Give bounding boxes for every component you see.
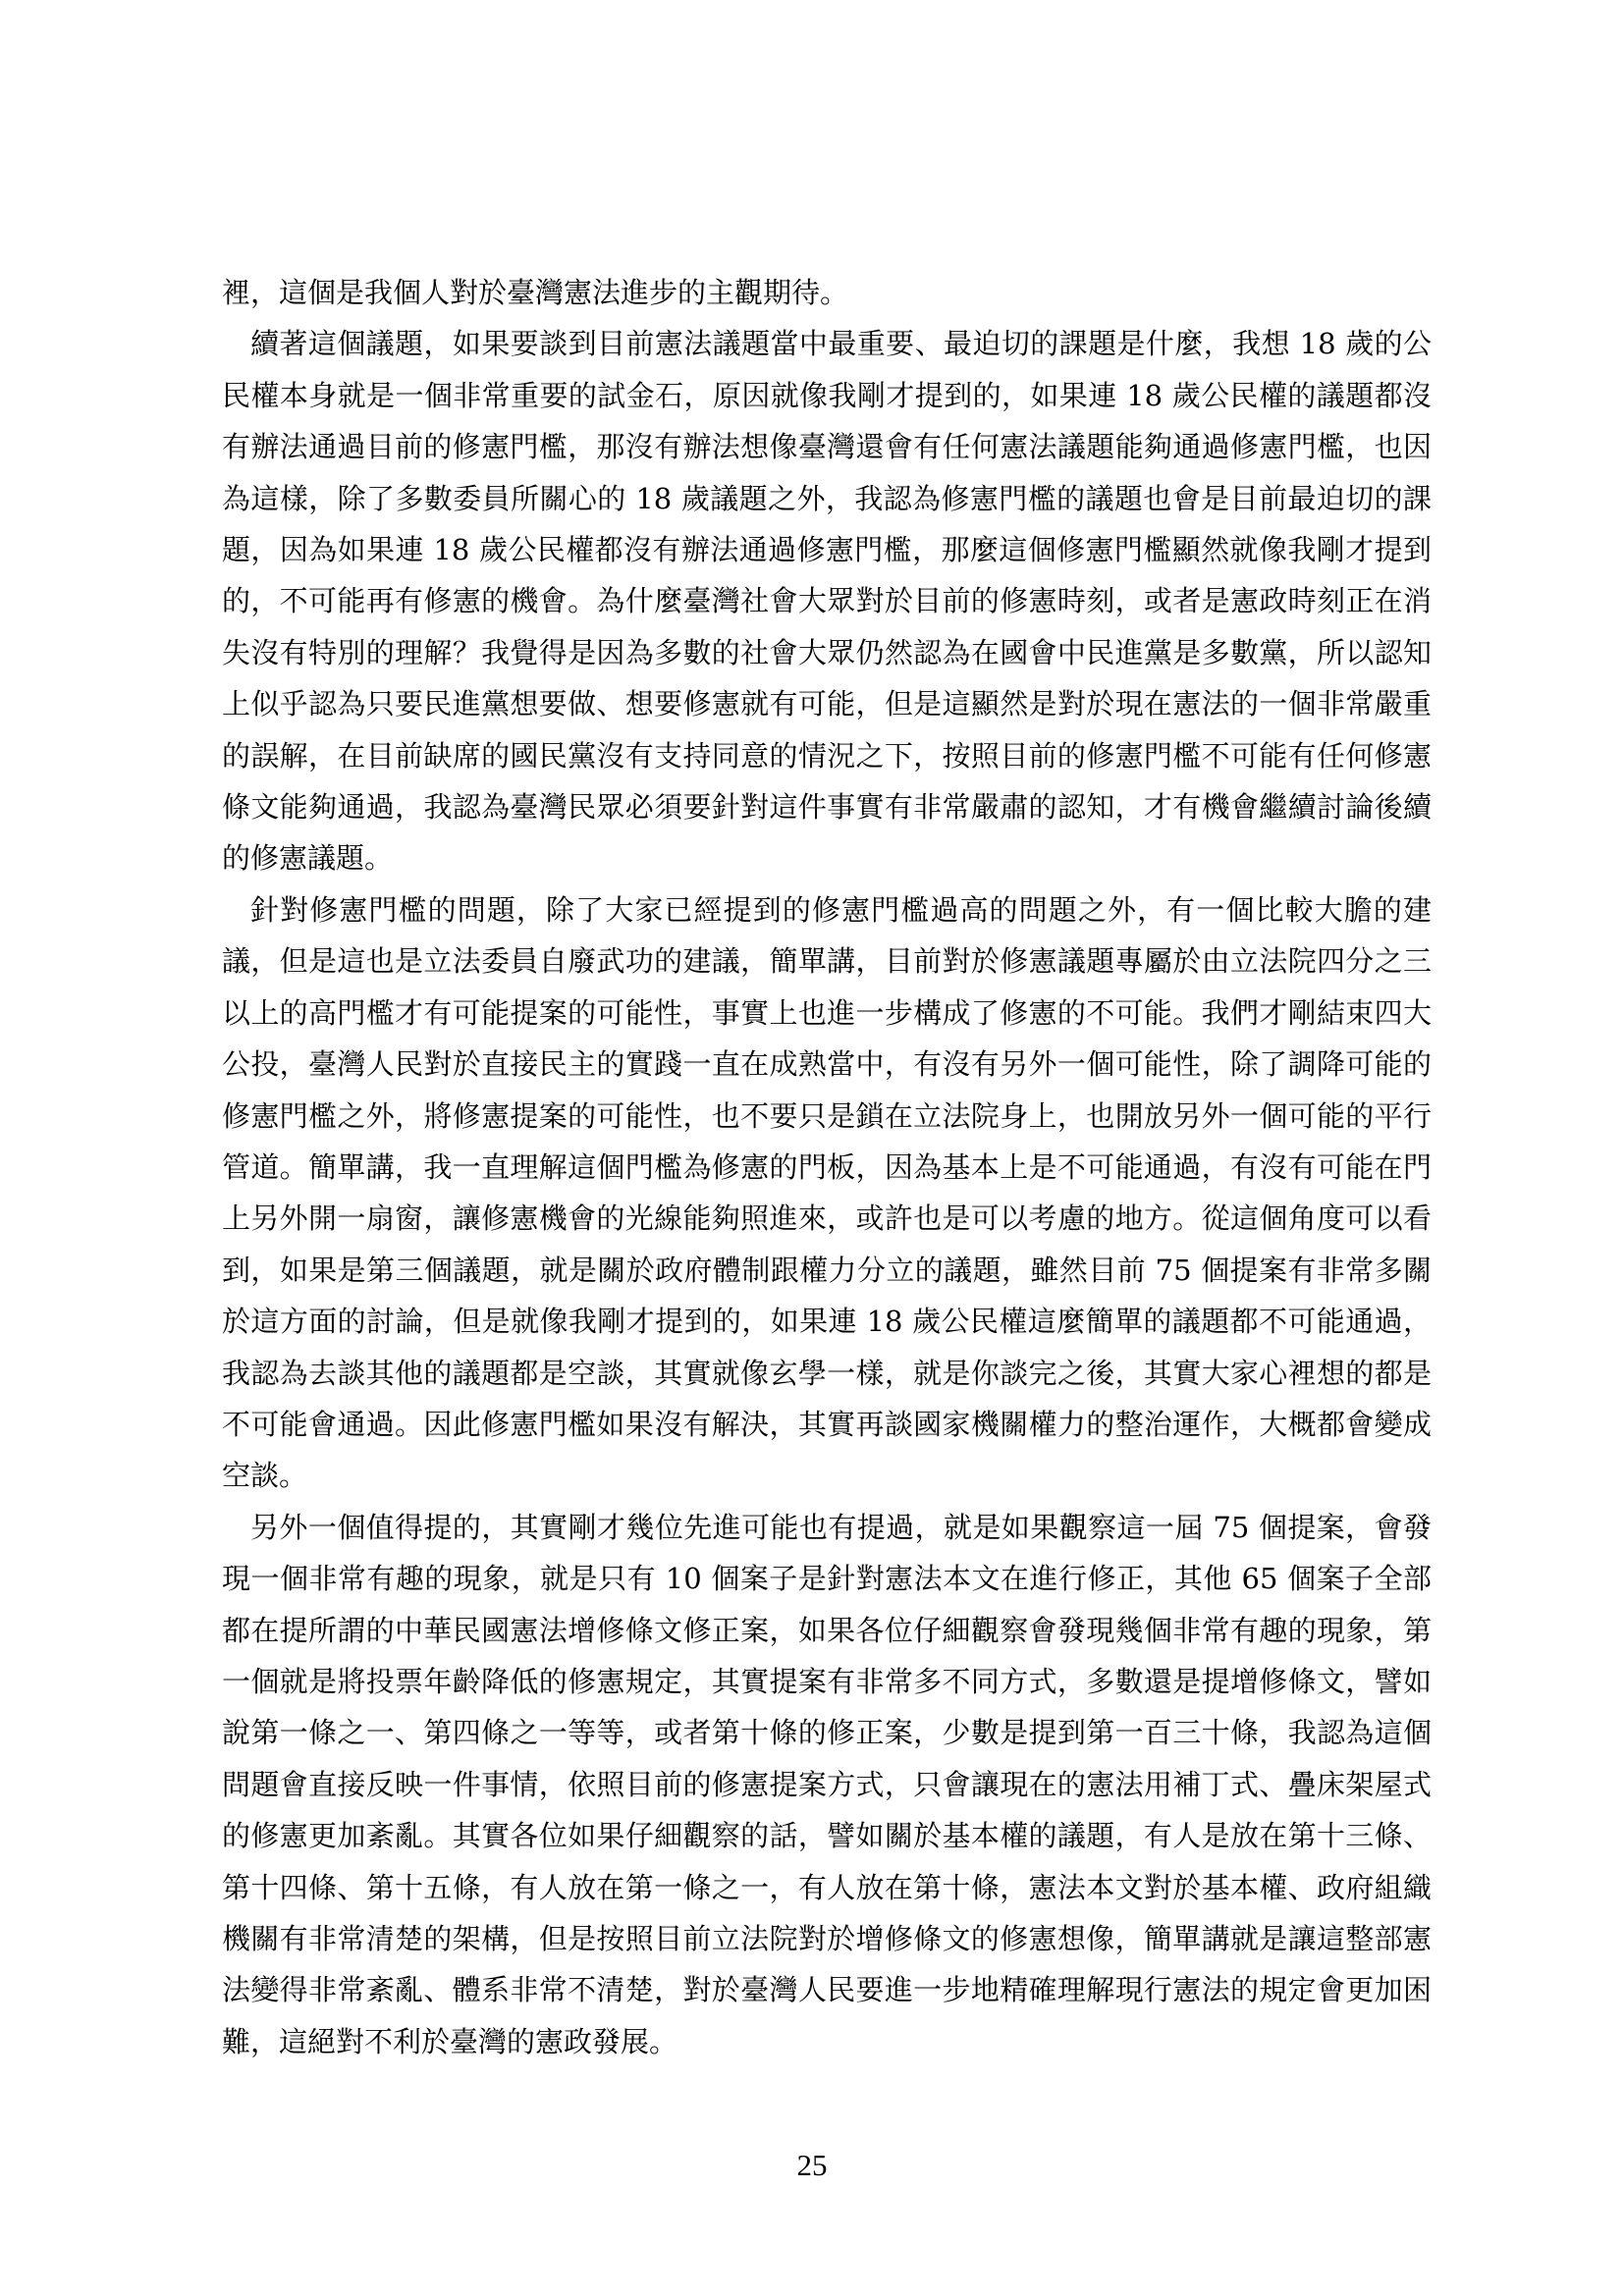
paragraph-continuation: 裡，這個是我個人對於臺灣憲法進步的主觀期待。 [222, 276, 849, 309]
page-number: 25 [796, 2148, 828, 2182]
paragraph-constitutional-threshold: 續著這個議題，如果要談到目前憲法議題當中最重要、最迫切的課題是什麼，我想 18 歲的公民權本身就是一個非常重要的試金石，原因就像我剛才提到的，如果連 18 歲公民權的議題都沒有辦法通過目前的修憲門檻，那沒有辦法想像臺灣還會有任何憲法議題能夠通過修憲門檻，也因為這樣，除了多數委員所關心的 18 歲議題之外，我認為修憲門檻的議題也會是目前最迫切的課題，因為如果連 18 歲公民權都沒有辦法通過修憲門檻，那麼這個修憲門檻顯然就像我剛才提到的，不可能再有修憲的機會。為什麼臺灣社會大眾對於目前的修憲時刻，或者是憲政時刻正在消失沒有特別的理解？我覺得是因為多數的社會大眾仍然認為在國會中民進黨是多數黨，所以認知上似乎認為只要民進黨想要做、想要修憲就有可能，但是這顯然是對於現在憲法的一個非常嚴重的誤解，在目前缺席的國民黨沒有支持同意的情況之下，按照目前的修憲門檻不可能有任何修憲條文能夠通過，我認為臺灣民眾必須要針對這件事實有非常嚴肅的認知，才有機會繼續討論後續的修憲議題。 [222, 327, 1432, 876]
body-text [222, 267, 1432, 2067]
paragraph-additional-articles: 另外一個值得提的，其實剛才幾位先進可能也有提過，就是如果觀察這一屆 75 個提案，會發現一個非常有趣的現象，就是只有 10 個案子是針對憲法本文在進行修正，其他 65 個案子全部都在提所謂的中華民國憲法增修條文修正案，如果各位仔細觀察會發現幾個非常有趣的現象，第一個就是將投票年齡降低的修憲規定，其實提案有非常多不同方式，多數還是提增修條文，譬如說第一條之一、第四條之一等等，或者第十條的修正案，少數是提到第一百三十條，我認為這個問題會直接反映一件事情，依照目前的修憲提案方式，只會讓現在的憲法用補丁式、疊床架屋式的修憲更加紊亂。其實各位如果仔細觀察的話，譬如關於基本權的議題，有人是放在第十三條、第十四條、第十五條，有人放在第一條之一，有人放在第十條，憲法本文對於基本權、政府組織機關有非常清楚的架構，但是按照目前立法院對於增修條文的修憲想像，簡單講就是讓這整部憲法變得非常紊亂、體系非常不清楚，對於臺灣人民要進一步地精確理解現行憲法的規定會更加困難，這絕對不利於臺灣的憲政發展。 [222, 1510, 1432, 2058]
paragraph-amendment-proposal: 針對修憲門檻的問題，除了大家已經提到的修憲門檻過高的問題之外，有一個比較大膽的建議，但是這也是立法委員自廢武功的建議，簡單講，目前對於修憲議題專屬於由立法院四分之三以上的高門檻才有可能提案的可能性，事實上也進一步構成了修憲的不可能。我們才剛結束四大公投，臺灣人民對於直接民主的實踐一直在成熟當中，有沒有另外一個可能性，除了調降可能的修憲門檻之外，將修憲提案的可能性，也不要只是鎖在立法院身上，也開放另外一個可能的平行管道。簡單講，我一直理解這個門檻為修憲的門板，因為基本上是不可能通過，有沒有可能在門上另外開一扇窗，讓修憲機會的光線能夠照進來，或許也是可以考慮的地方。從這個角度可以看到，如果是第三個議題，就是關於政府體制跟權力分立的議題，雖然目前 75 個提案有非常多關於這方面的討論，但是就像我剛才提到的，如果連 18 歲公民權這麼簡單的議題都不可能通過，我認為去談其他的議題都是空談，其實就像玄學一樣，就是你談完之後，其實大家心裡想的都是不可能會通過。因此修憲門檻如果沒有解決，其實再談國家機關權力的整治運作，大概都會變成空談。 [222, 892, 1432, 1493]
